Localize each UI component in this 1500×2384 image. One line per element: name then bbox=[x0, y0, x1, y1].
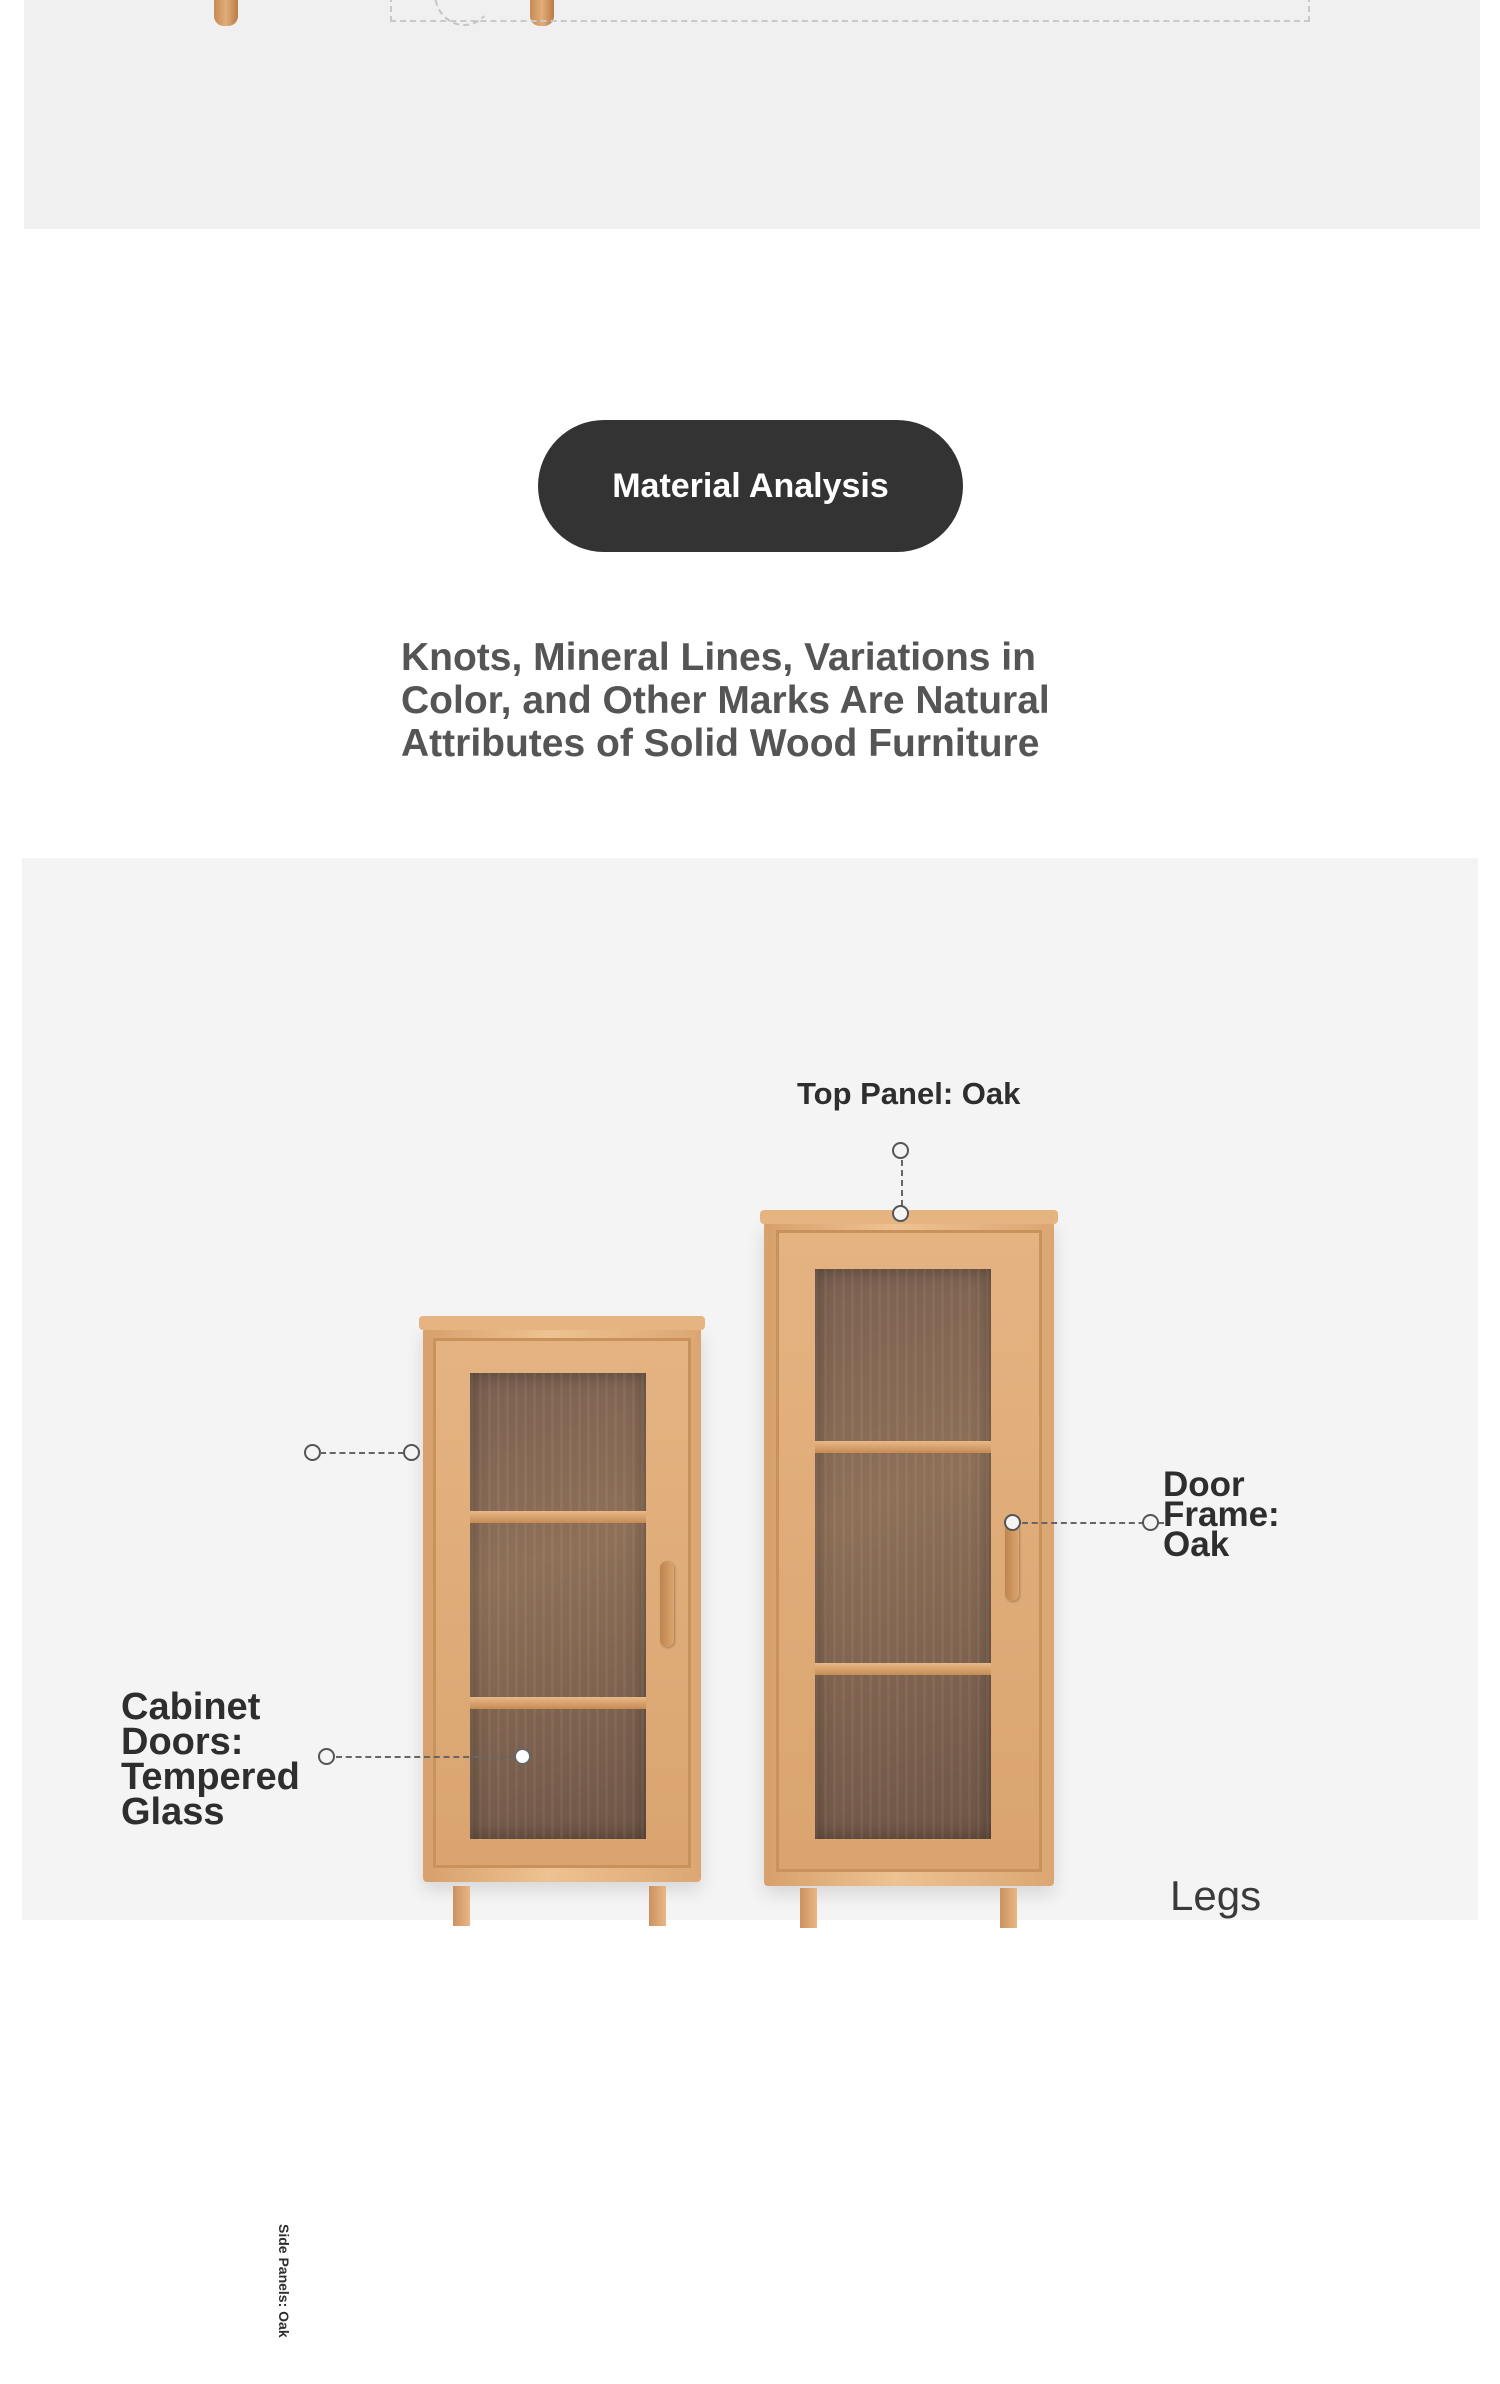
callout-dot bbox=[514, 1748, 531, 1765]
cabinet-leg bbox=[453, 1886, 470, 1926]
callout-cabinet-doors bbox=[121, 1686, 300, 1833]
callout-leader-line bbox=[336, 1756, 518, 1758]
swing-arc-guide bbox=[434, 0, 494, 26]
callout-leader-line bbox=[901, 1160, 903, 1206]
callout-cabinet-doors-line: Glass bbox=[121, 1791, 225, 1833]
callout-cabinet-doors-line: Cabinet bbox=[121, 1686, 261, 1728]
callout-legs: Legs bbox=[1170, 1872, 1262, 1919]
callout-dot bbox=[1142, 1514, 1159, 1531]
material-analysis-label: Material Analysis bbox=[612, 466, 889, 505]
callout-dot bbox=[1004, 1514, 1021, 1531]
cabinet-leg bbox=[1000, 1888, 1017, 1928]
callout-door-frame-line: Frame: bbox=[1163, 1495, 1280, 1534]
tall-cabinet-top bbox=[760, 1210, 1058, 1224]
dimension-guide bbox=[390, 0, 1310, 22]
section-headline: Knots, Mineral Lines, Variations in Color, and Other Marks Are Natural Attributes of Solid Wood Furniture bbox=[401, 636, 1050, 765]
callout-side-panels: Side Panels: Oak bbox=[276, 2224, 292, 2338]
callout-door-frame-line: Door bbox=[1163, 1465, 1245, 1504]
callout-leader-line bbox=[320, 1452, 404, 1454]
callout-door-frame bbox=[1163, 1465, 1280, 1564]
callout-cabinet-doors-line: Doors: bbox=[121, 1721, 244, 1763]
shelf bbox=[815, 1441, 991, 1453]
callout-dot bbox=[892, 1205, 909, 1222]
small-glass-cabinet bbox=[423, 1326, 701, 1882]
shelf bbox=[470, 1697, 646, 1709]
callout-dot bbox=[892, 1142, 909, 1159]
callout-door-frame-line: Oak bbox=[1163, 1525, 1230, 1564]
tall-glass-cabinet bbox=[764, 1220, 1054, 1886]
door-handle bbox=[660, 1561, 674, 1647]
material-analysis-badge[interactable] bbox=[538, 420, 963, 552]
callout-cabinet-doors-line: Tempered bbox=[121, 1756, 300, 1798]
callout-dot bbox=[304, 1444, 321, 1461]
small-cabinet-glass bbox=[470, 1373, 646, 1839]
shelf bbox=[815, 1663, 991, 1675]
callout-dot bbox=[318, 1748, 335, 1765]
small-cabinet-door bbox=[433, 1338, 691, 1868]
furniture-leg-left bbox=[214, 0, 238, 26]
cabinet-leg bbox=[649, 1886, 666, 1926]
product-material-diagram bbox=[22, 858, 1478, 2338]
previous-image-panel bbox=[24, 0, 1480, 229]
small-cabinet-top bbox=[419, 1316, 705, 1330]
door-handle bbox=[1005, 1523, 1019, 1601]
callout-dot bbox=[403, 1444, 420, 1461]
tall-cabinet-door bbox=[776, 1230, 1042, 1872]
cabinet-leg bbox=[800, 1888, 817, 1928]
tall-cabinet-glass bbox=[815, 1269, 991, 1839]
callout-top-panel: Top Panel: Oak bbox=[797, 1076, 1021, 1111]
shelf bbox=[470, 1511, 646, 1523]
